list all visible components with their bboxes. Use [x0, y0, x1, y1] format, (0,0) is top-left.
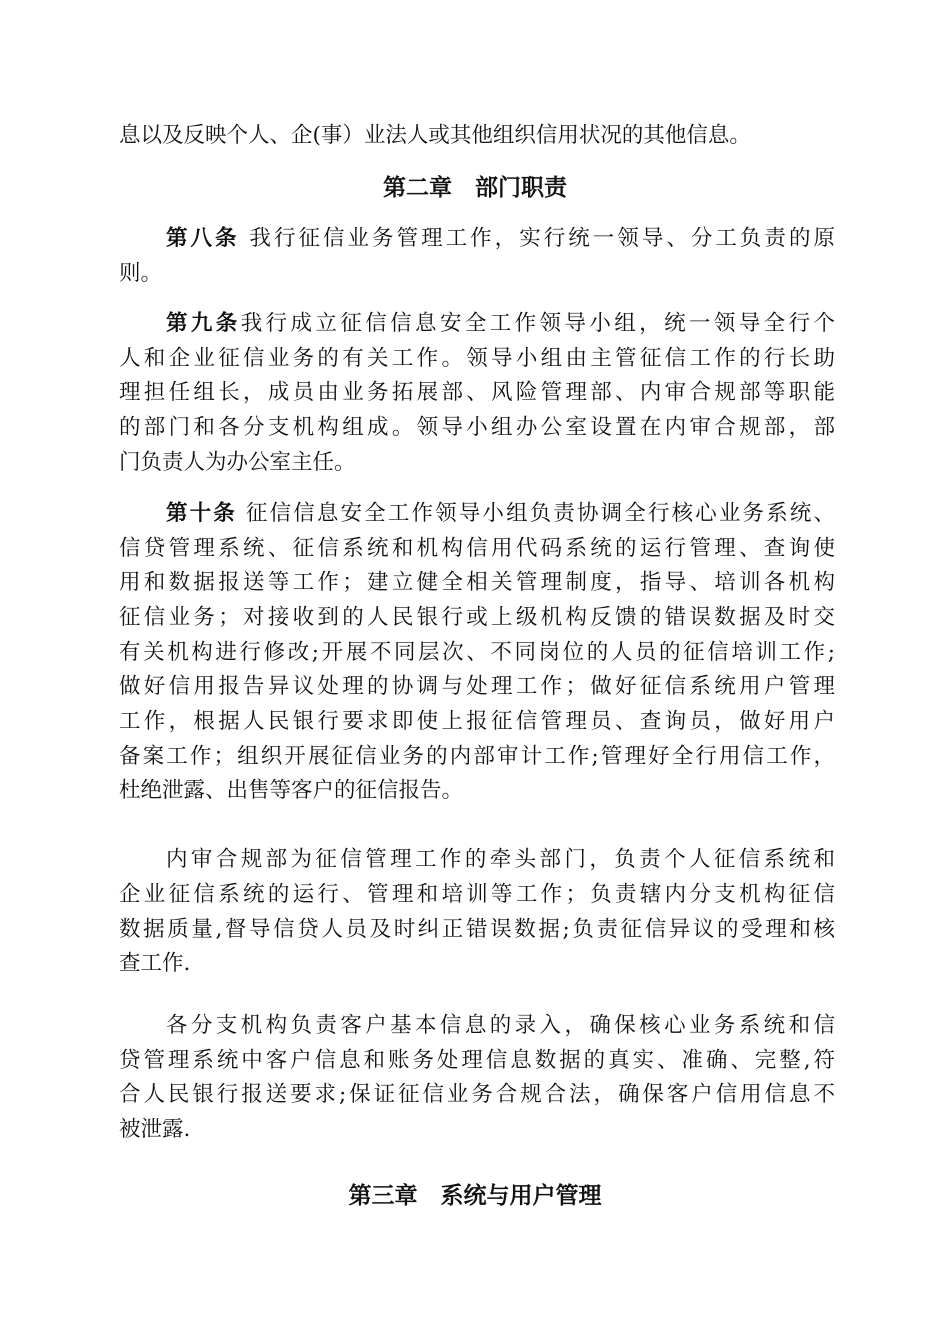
audit-para-line-1: 内审合规部为征信管理工作的牵头部门，负责个人征信系统和: [166, 847, 835, 872]
branch-para-line-1: 各分支机构负责客户基本信息的录入，确保核心业务系统和信: [166, 1013, 835, 1038]
chapter-3-heading: 第三章 系统与用户管理: [348, 1183, 602, 1209]
article-9-line-3: 理担任组长，成员由业务拓展部、风险管理部、内审合规部等职能: [119, 380, 835, 405]
chapter-2-heading: 第二章 部门职责: [383, 175, 567, 201]
article-10-label: 第十条: [166, 501, 237, 526]
article-9-line-2: 人和企业征信业务的有关工作。领导小组由主管征信工作的行长助: [119, 346, 835, 371]
branch-para-line-3: 合人民银行报送要求;保证征信业务合规合法，确保客户信用信息不: [119, 1082, 835, 1107]
article-10-line-6: 做好信用报告异议处理的协调与处理工作；做好征信系统用户管理: [119, 674, 835, 699]
article-10-line-3: 用和数据报送等工作；建立健全相关管理制度，指导、培训各机构: [119, 570, 835, 595]
article-10-line-8: 备案工作；组织开展征信业务的内部审计工作;管理好全行用信工作，: [119, 744, 835, 769]
audit-para-line-4: 查工作.: [119, 951, 191, 976]
article-10-line-2: 信贷管理系统、征信系统和机构信用代码系统的运行管理、查询使: [119, 536, 835, 561]
article-10-line-5: 有关机构进行修改;开展不同层次、不同岗位的人员的征信培训工作;: [119, 640, 835, 665]
audit-para-line-3: 数据质量,督导信贷人员及时纠正错误数据;负责征信异议的受理和核: [119, 917, 835, 942]
article-10-line-7: 工作，根据人民银行要求即使上报征信管理员、查询员，做好用户: [119, 709, 835, 734]
article-8-line-2: 则。: [119, 261, 163, 286]
article-8-line-1: [119, 222, 835, 256]
article-9-line-1: [119, 307, 835, 341]
article-10-line-4: 征信业务；对接收到的人民银行或上级机构反馈的错误数据及时交: [119, 605, 835, 630]
article-10-line-9: 杜绝泄露、出售等客户的征信报告。: [119, 778, 464, 803]
branch-para-line-4: 被泄露.: [119, 1117, 191, 1142]
branch-para-line-2: 贷管理系统中客户信息和账务处理信息数据的真实、准确、完整,符: [119, 1048, 835, 1073]
article-9-text: 我行成立征信信息安全工作领导小组，统一领导全行个: [240, 311, 835, 336]
article-10-line-1: [119, 497, 835, 531]
article-9-line-4: 的部门和各分支机构组成。领导小组办公室设置在内审合规部，部: [119, 415, 835, 440]
audit-para-line-2: 企业征信系统的运行、管理和培训等工作；负责辖内分支机构征信: [119, 882, 835, 907]
article-8-label: 第八条: [166, 226, 240, 251]
intro-line: 息以及反映个人、企(事）业法人或其他组织信用状况的其他信息。: [119, 123, 751, 148]
article-8-text: 我行征信业务管理工作，实行统一领导、分工负责的原: [239, 226, 835, 251]
article-9-line-5: 门负责人为办公室主任。: [119, 450, 356, 475]
article-10-text: 征信信息安全工作领导小组负责协调全行核心业务系统、: [236, 501, 835, 526]
article-9-label: 第九条: [166, 311, 241, 336]
